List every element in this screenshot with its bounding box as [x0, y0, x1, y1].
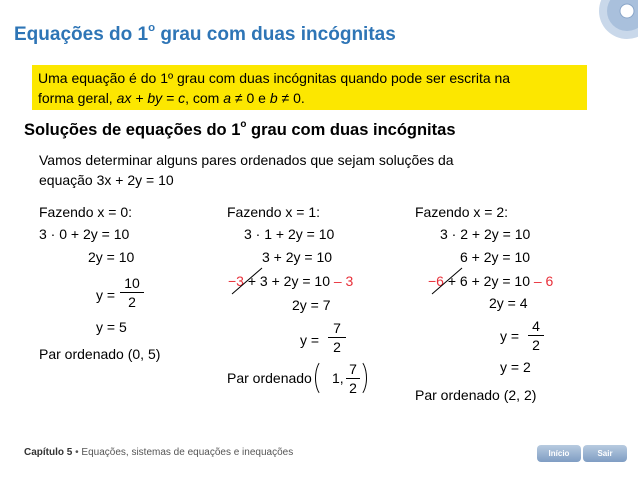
col2-pair-fraction: 7 2: [346, 361, 360, 396]
col1-heading: Fazendo x = 0:: [39, 204, 133, 220]
col2-heading: Fazendo x = 1:: [227, 204, 321, 220]
col3-step4: 2y = 4: [489, 295, 528, 311]
col2-step2: 3 + 2y = 10: [262, 249, 333, 265]
definition-box: Uma equação é do 1º grau com duas incógnitas quando pode ser escrita na forma geral, ax + by = c, com a ≠ 0 e b ≠ 0.: [32, 65, 587, 110]
col3-heading: Fazendo x = 2:: [415, 204, 509, 220]
inicio-button[interactable]: Início: [537, 445, 581, 462]
cd-icon: [598, 0, 638, 40]
col2-pair-x: 1,: [332, 370, 344, 386]
col3-step1: 3 · 2 + 2y = 10: [440, 226, 531, 242]
footer: Capítulo 5 • Equações, sistemas de equações e inequações: [24, 447, 294, 458]
col1-step1: 3 · 0 + 2y = 10: [39, 226, 130, 242]
col3-step3: −6 + 6 + 2y = 10 – 6: [428, 273, 554, 289]
col2-step3: −3 + 3 + 2y = 10 – 3: [228, 273, 354, 289]
col1-fraction: 10 2: [120, 275, 144, 310]
col2-fraction: 7 2: [328, 320, 346, 355]
col2-step4: 2y = 7: [292, 297, 331, 313]
col1-y-eq: y =: [96, 287, 116, 303]
col3-fraction: 4 2: [528, 318, 544, 353]
col2-cancel-strike: [228, 266, 268, 298]
page-title: Equações do 1$^o$ grau com duas incógnitas: [14, 22, 396, 45]
col2-step1: 3 · 1 + 2y = 10: [244, 226, 335, 242]
col2-pair-label: Par ordenado: [227, 370, 312, 386]
col3-y-eq: y =: [500, 328, 520, 344]
col3-cancel-strike: [428, 266, 468, 298]
col1-step4: y = 5: [96, 319, 127, 335]
col3-pair: Par ordenado (2, 2): [415, 387, 537, 403]
intro-text: Vamos determinar alguns pares ordenados que sejam soluções da equação 3x + 2y = 10: [39, 152, 454, 188]
col3-step6: y = 2: [500, 359, 531, 375]
section-heading: Soluções de equações do 1$^o$ grau com duas incógnitas: [24, 119, 456, 139]
col3-step2: 6 + 2y = 10: [460, 249, 531, 265]
col1-pair: Par ordenado (0, 5): [39, 346, 161, 362]
col1-step2: 2y = 10: [88, 249, 135, 265]
col2-y-eq: y =: [300, 332, 320, 348]
sair-button[interactable]: Sair: [583, 445, 627, 462]
